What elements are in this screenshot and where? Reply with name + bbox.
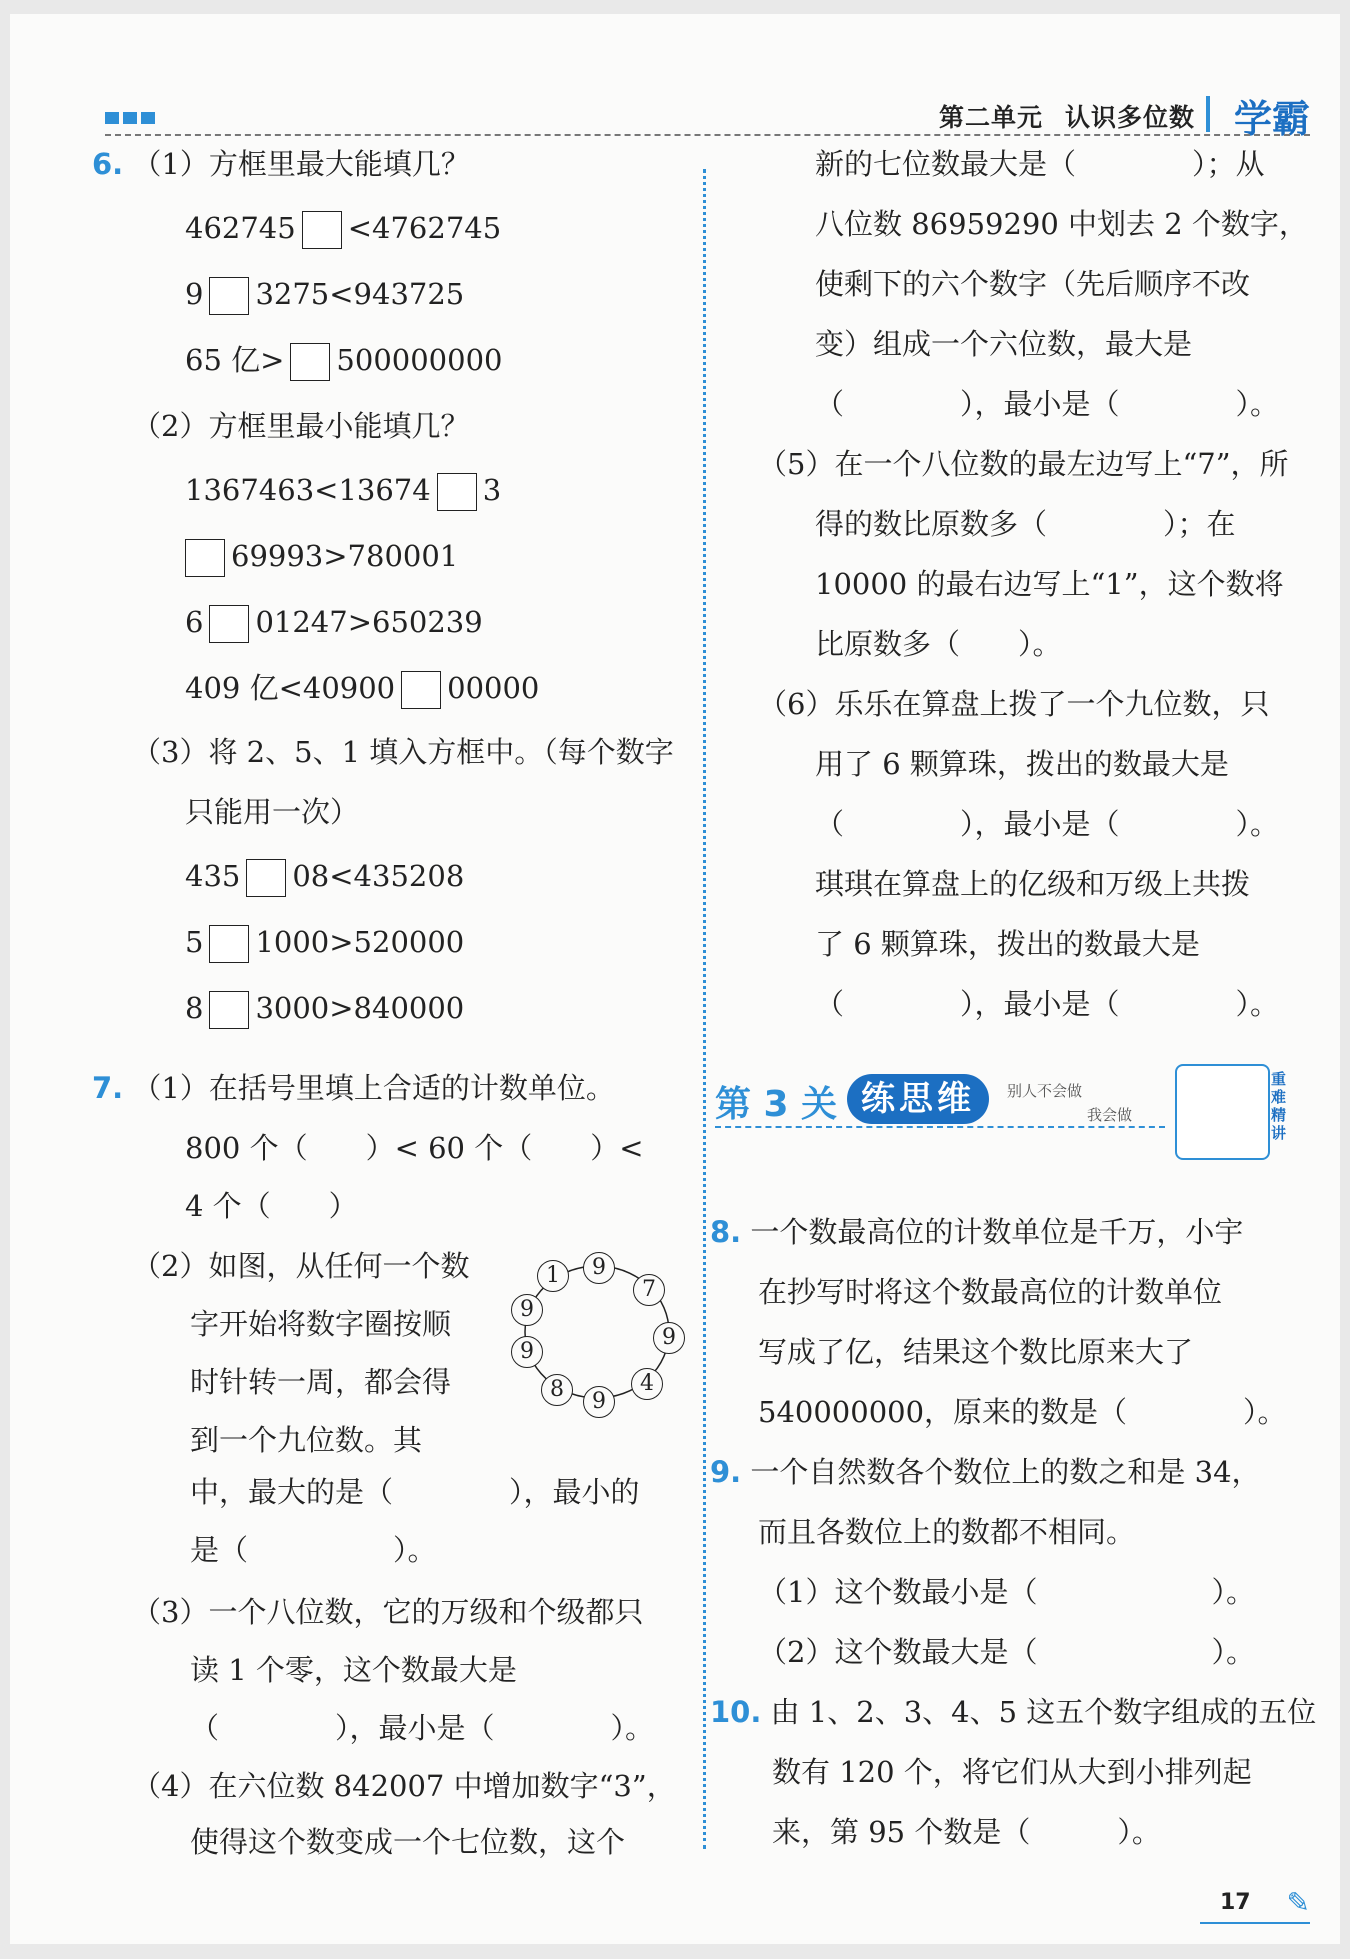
row-prefix: 435 [185,859,241,893]
question-6-part-2: （2）方框里最小能填几？ [132,409,470,443]
question-7-line: 4 个（ ） [185,1189,358,1223]
answer-box[interactable] [437,473,477,511]
row-suffix: 1000>520000 [255,925,465,959]
question-7-part-4: （4）在六位数 842007 中增加数字“3”， [132,1769,676,1803]
question-7-line: 读 1 个零，这个数最大是 [190,1653,517,1687]
row-suffix: 3000>840000 [255,991,465,1025]
question-9-part-2: （2）这个数最大是（ ）。 [758,1635,1255,1669]
q7-part-6-line: （ ），最小是（ ）。 [815,987,1280,1021]
fill-box-row [185,602,483,643]
question-7-line: 字开始将数字圈按顺 [190,1307,452,1341]
q7-part-6-line: 用了 6 颗算珠，拨出的数最大是 [815,747,1229,781]
row-prefix: 65 亿> [185,343,285,377]
pencil-icon: ✎ [1286,1886,1310,1919]
ring-digit: 9 [583,1252,615,1284]
banner-dashed-line [715,1126,1165,1128]
q7-part-5-line: 得的数比原数多（ ）；在 [815,507,1236,541]
answer-box[interactable] [209,277,249,315]
workbook-page [10,14,1340,1944]
question-6-part-1 [92,144,470,184]
ring-digit: 8 [541,1374,573,1406]
header-separator [1206,96,1210,132]
level-label: 第 3 关 [715,1084,838,1125]
fill-box-row [185,208,501,249]
fill-box-row [185,340,502,381]
q7-part-5-line: 比原数多（ ）。 [815,627,1062,661]
ring-digit: 9 [511,1294,543,1326]
ring-digit: 7 [633,1274,665,1306]
question-7-part-2: （2）如图，从任何一个数 [132,1249,470,1283]
q7-part-5-line: 10000 的最右边写上“1”，这个数将 [815,567,1284,601]
row-suffix: 00000 [447,671,540,705]
question-10-line: 数有 120 个，将它们从大到小排列起 [772,1755,1252,1789]
topic-label: 认识多位数 [1064,103,1195,132]
ring-digit: 4 [631,1368,663,1400]
ring-digit: 9 [583,1386,615,1418]
question-6-part-3-cont: 只能用一次） [185,795,360,829]
question-9-line: 而且各数位上的数都不相同。 [758,1515,1136,1549]
q7-part-6-line: 琪琪在算盘上的亿级和万级上共拨 [815,867,1251,901]
answer-box[interactable] [209,925,249,963]
row-prefix: 8 [185,991,204,1025]
q7-continued-line: 使剩下的六个数字（先后顺序不改 [815,267,1251,301]
question-number: 10. [710,1695,762,1729]
page-footer [1200,1886,1310,1926]
answer-box[interactable] [209,605,249,643]
brand-logo: 学霸 [1233,97,1310,141]
fill-box-row [185,922,464,963]
row-prefix: 6 [185,605,204,639]
question-8-line: 写成了亿，结果这个数比原来大了 [758,1335,1194,1369]
question-7-line: 中，最大的是（ ），最小的 [190,1475,640,1509]
row-prefix: 9 [185,277,204,311]
question-9 [710,1452,1261,1492]
question-8-line: 540000000，原来的数是（ ）。 [758,1395,1287,1429]
row-prefix: 462745 [185,211,296,245]
question-7-part-3: （3）一个八位数，它的万级和个级都只 [132,1595,644,1629]
row-suffix: 500000000 [336,343,503,377]
q7-continued-line: 新的七位数最大是（ ）；从 [815,147,1265,181]
row-prefix: 1367463<13674 [185,473,431,507]
q7-continued-line: 变）组成一个六位数，最大是 [815,327,1193,361]
header-square-decoration [123,112,137,124]
question-text: （1）方框里最大能填几？ [132,147,470,181]
row-suffix: 01247>650239 [255,605,483,639]
question-number: 9. [710,1455,742,1489]
question-7-line: 800 个（ ）< 60 个（ ）< [185,1131,644,1165]
question-7-line: 到一个九位数。其 [190,1423,423,1457]
page-number: 17 [1220,1890,1251,1915]
fill-box-row [185,536,458,577]
row-prefix: 409 亿<40900 [185,671,396,705]
q7-part-6-line: 了 6 颗算珠，拨出的数最大是 [815,927,1200,961]
row-prefix: 5 [185,925,204,959]
question-9-part-1: （1）这个数最小是（ ）。 [758,1575,1255,1609]
question-text: 一个自然数各个数位上的数之和是 34， [750,1455,1261,1489]
row-suffix: 3275<943725 [255,277,465,311]
header-title [939,98,1195,134]
fill-box-row [185,856,464,897]
answer-box[interactable] [209,991,249,1029]
question-10-line: 来，第 95 个数是（ ）。 [772,1815,1161,1849]
row-suffix: 69993>780001 [231,539,459,573]
unit-label: 第二单元 [938,103,1043,132]
question-7-part-5: （5）在一个八位数的最左边写上“7”，所 [758,447,1289,481]
question-7-part-6: （6）乐乐在算盘上拨了一个九位数，只 [758,687,1270,721]
answer-box[interactable] [290,343,330,381]
q7-part-6-line: （ ），最小是（ ）。 [815,807,1280,841]
banner-caption: 我会做 [1087,1106,1133,1124]
question-number: 8. [710,1215,742,1249]
question-7-line: 使得这个数变成一个七位数，这个 [190,1825,626,1859]
question-text: 由 1、2、3、4、5 这五个数字组成的五位 [770,1695,1317,1729]
question-7-line: 时针转一周，都会得 [190,1365,452,1399]
fill-box-row [185,988,464,1029]
fill-box-row [185,470,501,511]
column-divider [703,169,706,1849]
footer-line [1200,1922,1310,1924]
qr-tag: 重难精讲 [1271,1070,1287,1142]
row-suffix: 08<435208 [292,859,465,893]
section-title: 练思维 [847,1074,989,1124]
question-7-line: 是（ ）。 [190,1533,437,1567]
question-6-part-3: （3）将 2、5、1 填入方框中。（每个数字 [132,735,674,769]
answer-box[interactable] [246,859,286,897]
page-header [10,14,1340,139]
row-suffix: <4762745 [347,211,502,245]
qr-code-icon[interactable] [1175,1064,1270,1160]
answer-box[interactable] [302,211,342,249]
banner-caption: 别人不会做 [1007,1082,1083,1100]
ring-digit: 1 [537,1260,569,1292]
header-square-decoration [141,112,155,124]
q7-continued-line: 八位数 86959290 中划去 2 个数字， [815,207,1308,241]
fill-box-row [185,668,539,709]
question-number: 7. [92,1071,124,1105]
digit-ring-figure [505,1244,685,1414]
ring-digit: 9 [653,1322,685,1354]
answer-box[interactable] [401,671,441,709]
question-8-line: 在抄写时将这个数最高位的计数单位 [758,1275,1223,1309]
question-text: 一个数最高位的计数单位是千万，小宇 [750,1215,1244,1249]
question-number: 6. [92,147,124,181]
ring-digit: 9 [511,1336,543,1368]
question-text: （1）在括号里填上合适的计数单位。 [132,1071,615,1105]
row-suffix: 3 [482,473,502,507]
q7-continued-line: （ ），最小是（ ）。 [815,387,1280,421]
fill-box-row [185,274,464,315]
header-divider [105,134,1310,136]
header-square-decoration [105,112,119,124]
answer-box[interactable] [185,539,225,577]
question-10 [710,1692,1316,1732]
section-banner [715,1064,1295,1164]
question-7-part-1 [92,1068,615,1108]
question-8 [710,1212,1243,1252]
question-7-line: （ ），最小是（ ）。 [190,1711,655,1745]
